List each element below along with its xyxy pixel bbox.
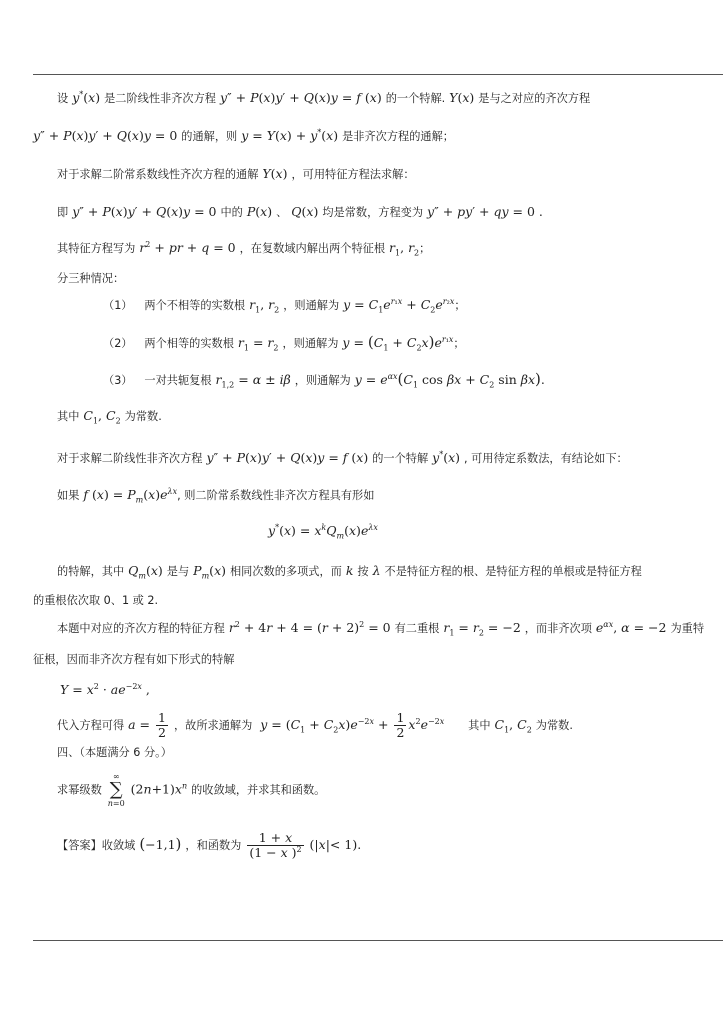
line-17-section-heading: 四、（本题满分 6 分。） [57,746,172,759]
summation-symbol: ∞ ∑ n=0 [107,772,125,808]
line-2: y″ + P(x)y′ + Q(x)y = 0 的通解，则 y = Y(x) + y*(x) 是非齐次方程的通解； [33,127,454,143]
line-14: 征根，因而非齐次方程有如下形式的特解 [33,653,235,666]
line-5: 其特征方程写为 $r^2$ + pr + q = 0 ，在复数域内解出两个特征根 $r_1$, $r_2$； [57,239,431,258]
case-2: （2） 两个相等的实数根 $r_1 = r_2$ ，则通解为 $y = (C_1 + C_2x)e^{r_1x}$； [103,333,465,353]
line-3: 对于求解二阶常系数线性齐次方程的通解 Y(x) ，可用特征方程法求解： [57,166,415,181]
line-6: 分三种情况： [57,272,125,285]
fraction-sum-function: $\frac{1 + x}{(1 - x )^2}$ [249,830,302,860]
line-15: $Y = x^2 \cdot ae^{-2x}$ , [60,681,150,697]
line-7: 其中 $C_1$, $C_2$ 为常数. [57,408,162,426]
line-19-answer: 【答案】收敛域 (−1,1) ，和函数为 $\frac{1 + x}{(1 - x )^2}$ (|x|< 1). [57,830,362,860]
line-9: 如果 f $(x) = P_m(x)e^{\lambda x}$, 则二阶常系数线性非齐次方程具有形如 [57,486,375,505]
line-11: 的特解，其中 $Q_m(x)$ 是与 $P_m(x)$ 相同次数的多项式，而 k 按 λ 不是特征方程的根、是特征方程的单根或是特征方程 [57,563,642,581]
fraction-one-half: $\frac{1}{2}$ [158,710,166,740]
line-10-formula: $y^*(x) = x^kQ_m(x)e^{\lambda x}$ [268,522,378,541]
line-4: 即 y″ + P(x)y′ + Q(x)y = 0 中的 P(x) 、 Q(x) 均是常数，方程变为 y″ + py′ + qy = 0 . [57,204,543,219]
case-1: （1） 两个不相等的实数根 $r_1$, $r_2$ ，则通解为 $y = C_1e^{r_1x} + C_2e^{r_2x}$； [103,296,466,315]
line-16: 代入方程可得 a = $\frac{1}{2}$ ，故所求通解为 $y = (C_1 + C_2x)e^{-2x}$ + $\frac{1}{2}$ $x^2e^{-2x}$ 其中 $C_1$, $C_2$ 为常数. [57,710,573,740]
line-18: 求幂级数 ∞ ∑ n=0 $(2n+1)x^n$ 的收敛域，并求其和函数。 [57,772,326,808]
line-1: 设 y*(x) 是二阶线性非齐次方程 y″ + P(x)y′ + Q(x)y = f (x) 的一个特解. Y(x) 是与之对应的齐次方程 [57,89,591,105]
bottom-rule [33,940,723,941]
top-rule [33,74,723,75]
line-12: 的重根依次取 0、1 或 2. [33,594,159,607]
line-13: 本题中对应的齐次方程的特征方程 $r^2 + 4r + 4 = (r + 2)^2 = 0$ 有二重根 $r_1 = r_2 = -2$ ，而非齐次项 $e^{\alpha x}$, α = −2 为重特 [57,619,705,638]
case-3: （3） 一对共轭复根 $r_{1,2} = \alpha \pm i\beta$ ，则通解为 $y = e^{\alpha x}(C_1$ $\cos \beta x + C_2$ sin βx). [103,370,545,390]
fraction-one-half-2: $\frac{1}{2}$ [396,710,405,740]
line-8: 对于求解二阶线性非齐次方程 y″ + P(x)y′ + Q(x)y = f (x) 的一个特解 y*(x) , 可用待定系数法，有结论如下： [57,449,628,465]
